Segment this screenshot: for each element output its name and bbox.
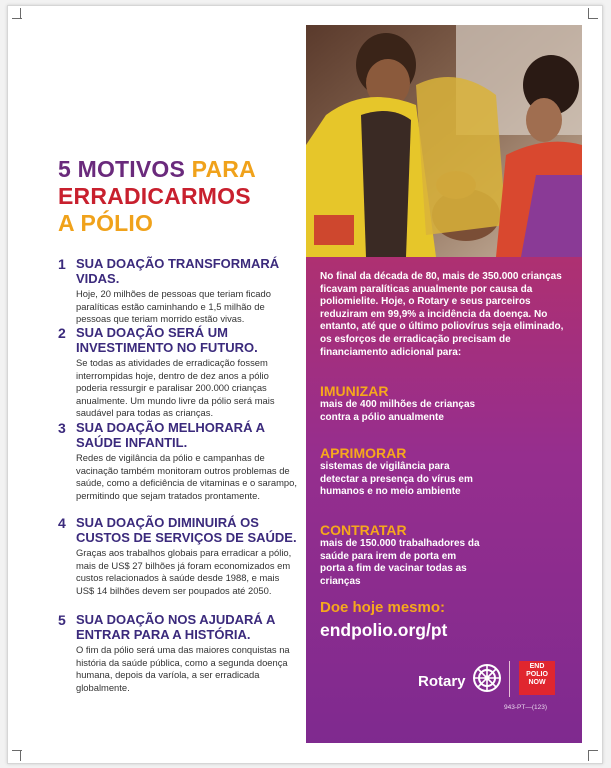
info-panel [306,25,582,743]
goal-heading: CONTRATAR [320,522,407,538]
crop-mark [588,751,589,761]
logo-line: POLIO [526,671,548,678]
reason-body: Redes de vigilância da pólio e campanhas de vacinação também monitoram outros problemas de saúde, como a deficiência de vitaminas e o sarampo, permitindo que sejam tratados prontamente. [76,452,297,501]
crop-mark [20,8,21,18]
donate-link[interactable]: endpolio.org/pt [320,620,448,640]
crop-mark [588,8,589,18]
reason-body: O fim da pólio será uma das maiores conquistas na história da saúde pública, como a segunda doença humana, depois da varíola, a ser erradicada globalmente. [76,644,290,693]
document-code: 943-PT—(123) [504,704,547,711]
goal-section [320,445,572,499]
crop-mark [588,18,598,19]
goal-section [320,522,572,588]
title-part: 5 MOTIVOS [58,156,186,182]
reason-heading: SUA DOAÇÃO SERÁ UM INVESTIMENTO NO FUTURO. [76,325,258,355]
goal-section [320,383,572,424]
photo-illustration [306,25,582,257]
reason-heading: SUA DOAÇÃO MELHORARÁ A SAÚDE INFANTIL. [76,420,265,450]
end-polio-now-logo [519,661,555,695]
rotary-wordmark: Rotary [418,673,466,690]
reason-number: 3 [58,420,66,436]
logo-divider [509,661,510,697]
reason-item [58,420,298,502]
title-line: ERRADICARMOS [58,183,251,209]
goal-body: mais de 150.000 trabalhadores da saúde para irem de porta em porta a fim de vacinar todas as crianças [320,538,480,587]
reason-heading: SUA DOAÇÃO DIMINUIRÁ OS CUSTOS DE SERVIÇOS DE SAÚDE. [76,515,297,545]
crop-mark [12,18,22,19]
vaccination-photo [306,25,582,257]
goal-heading: IMUNIZAR [320,383,389,399]
reason-heading: SUA DOAÇÃO NOS AJUDARÁ A ENTRAR PARA A HISTÓRIA. [76,612,275,642]
reason-number: 1 [58,256,66,272]
reason-item [58,515,298,597]
reason-item [58,256,298,326]
crop-mark [588,750,598,751]
reason-item [58,612,298,694]
reason-heading: SUA DOAÇÃO TRANSFORMARÁ VIDAS. [76,256,280,286]
intro-text: No final da década de 80, mais de 350.000 crianças ficavam paralíticas anualmente por causa da poliomielite. Hoje, o Rotary e seus parceiros reduziram em 99,9% a incidência da doença. No entanto, até que o último poliovírus seja eliminado, os esforços de erradicação precisam de financiamento adicional para: [320,271,564,358]
goal-body: sistemas de vigilância para detectar a presença do vírus em humanos e no meio ambiente [320,461,473,498]
reason-body: Hoje, 20 milhões de pessoas que teriam ficado paralíticas estão caminhando e 1,5 milhão de pessoas que teriam morrido estão vivas. [76,288,271,324]
title-line: A PÓLIO [58,210,154,236]
reason-number: 2 [58,325,66,341]
goal-heading: APRIMORAR [320,445,407,461]
logo-line: END [529,663,545,670]
logo-line: NOW [528,679,546,686]
reason-body: Se todas as atividades de erradicação fossem interrompidas hoje, dentro de dez anos a pólio poderia ressurgir e paralisar 200.000 crianças anualmente. Um mundo livre da pólio será mais saudável para todas as crianças. [76,357,275,418]
reason-body: Graças aos trabalhos globais para erradicar a pólio, mais de US$ 27 bilhões já foram economizados em custos relacionados à saúde desde 1988, e mais US$ 14 bilhões devem ser poupados até 2050. [76,547,292,596]
goal-body: mais de 400 milhões de crianças contra a pólio anualmente [320,399,476,423]
page-title [58,156,298,237]
reason-number: 5 [58,612,66,628]
reason-number: 4 [58,515,66,531]
crop-mark [20,751,21,761]
rotary-wheel-icon [472,663,502,693]
donate-cta: Doe hoje mesmo: [320,599,446,616]
reason-item [58,325,298,420]
title-part: PARA [191,156,256,182]
